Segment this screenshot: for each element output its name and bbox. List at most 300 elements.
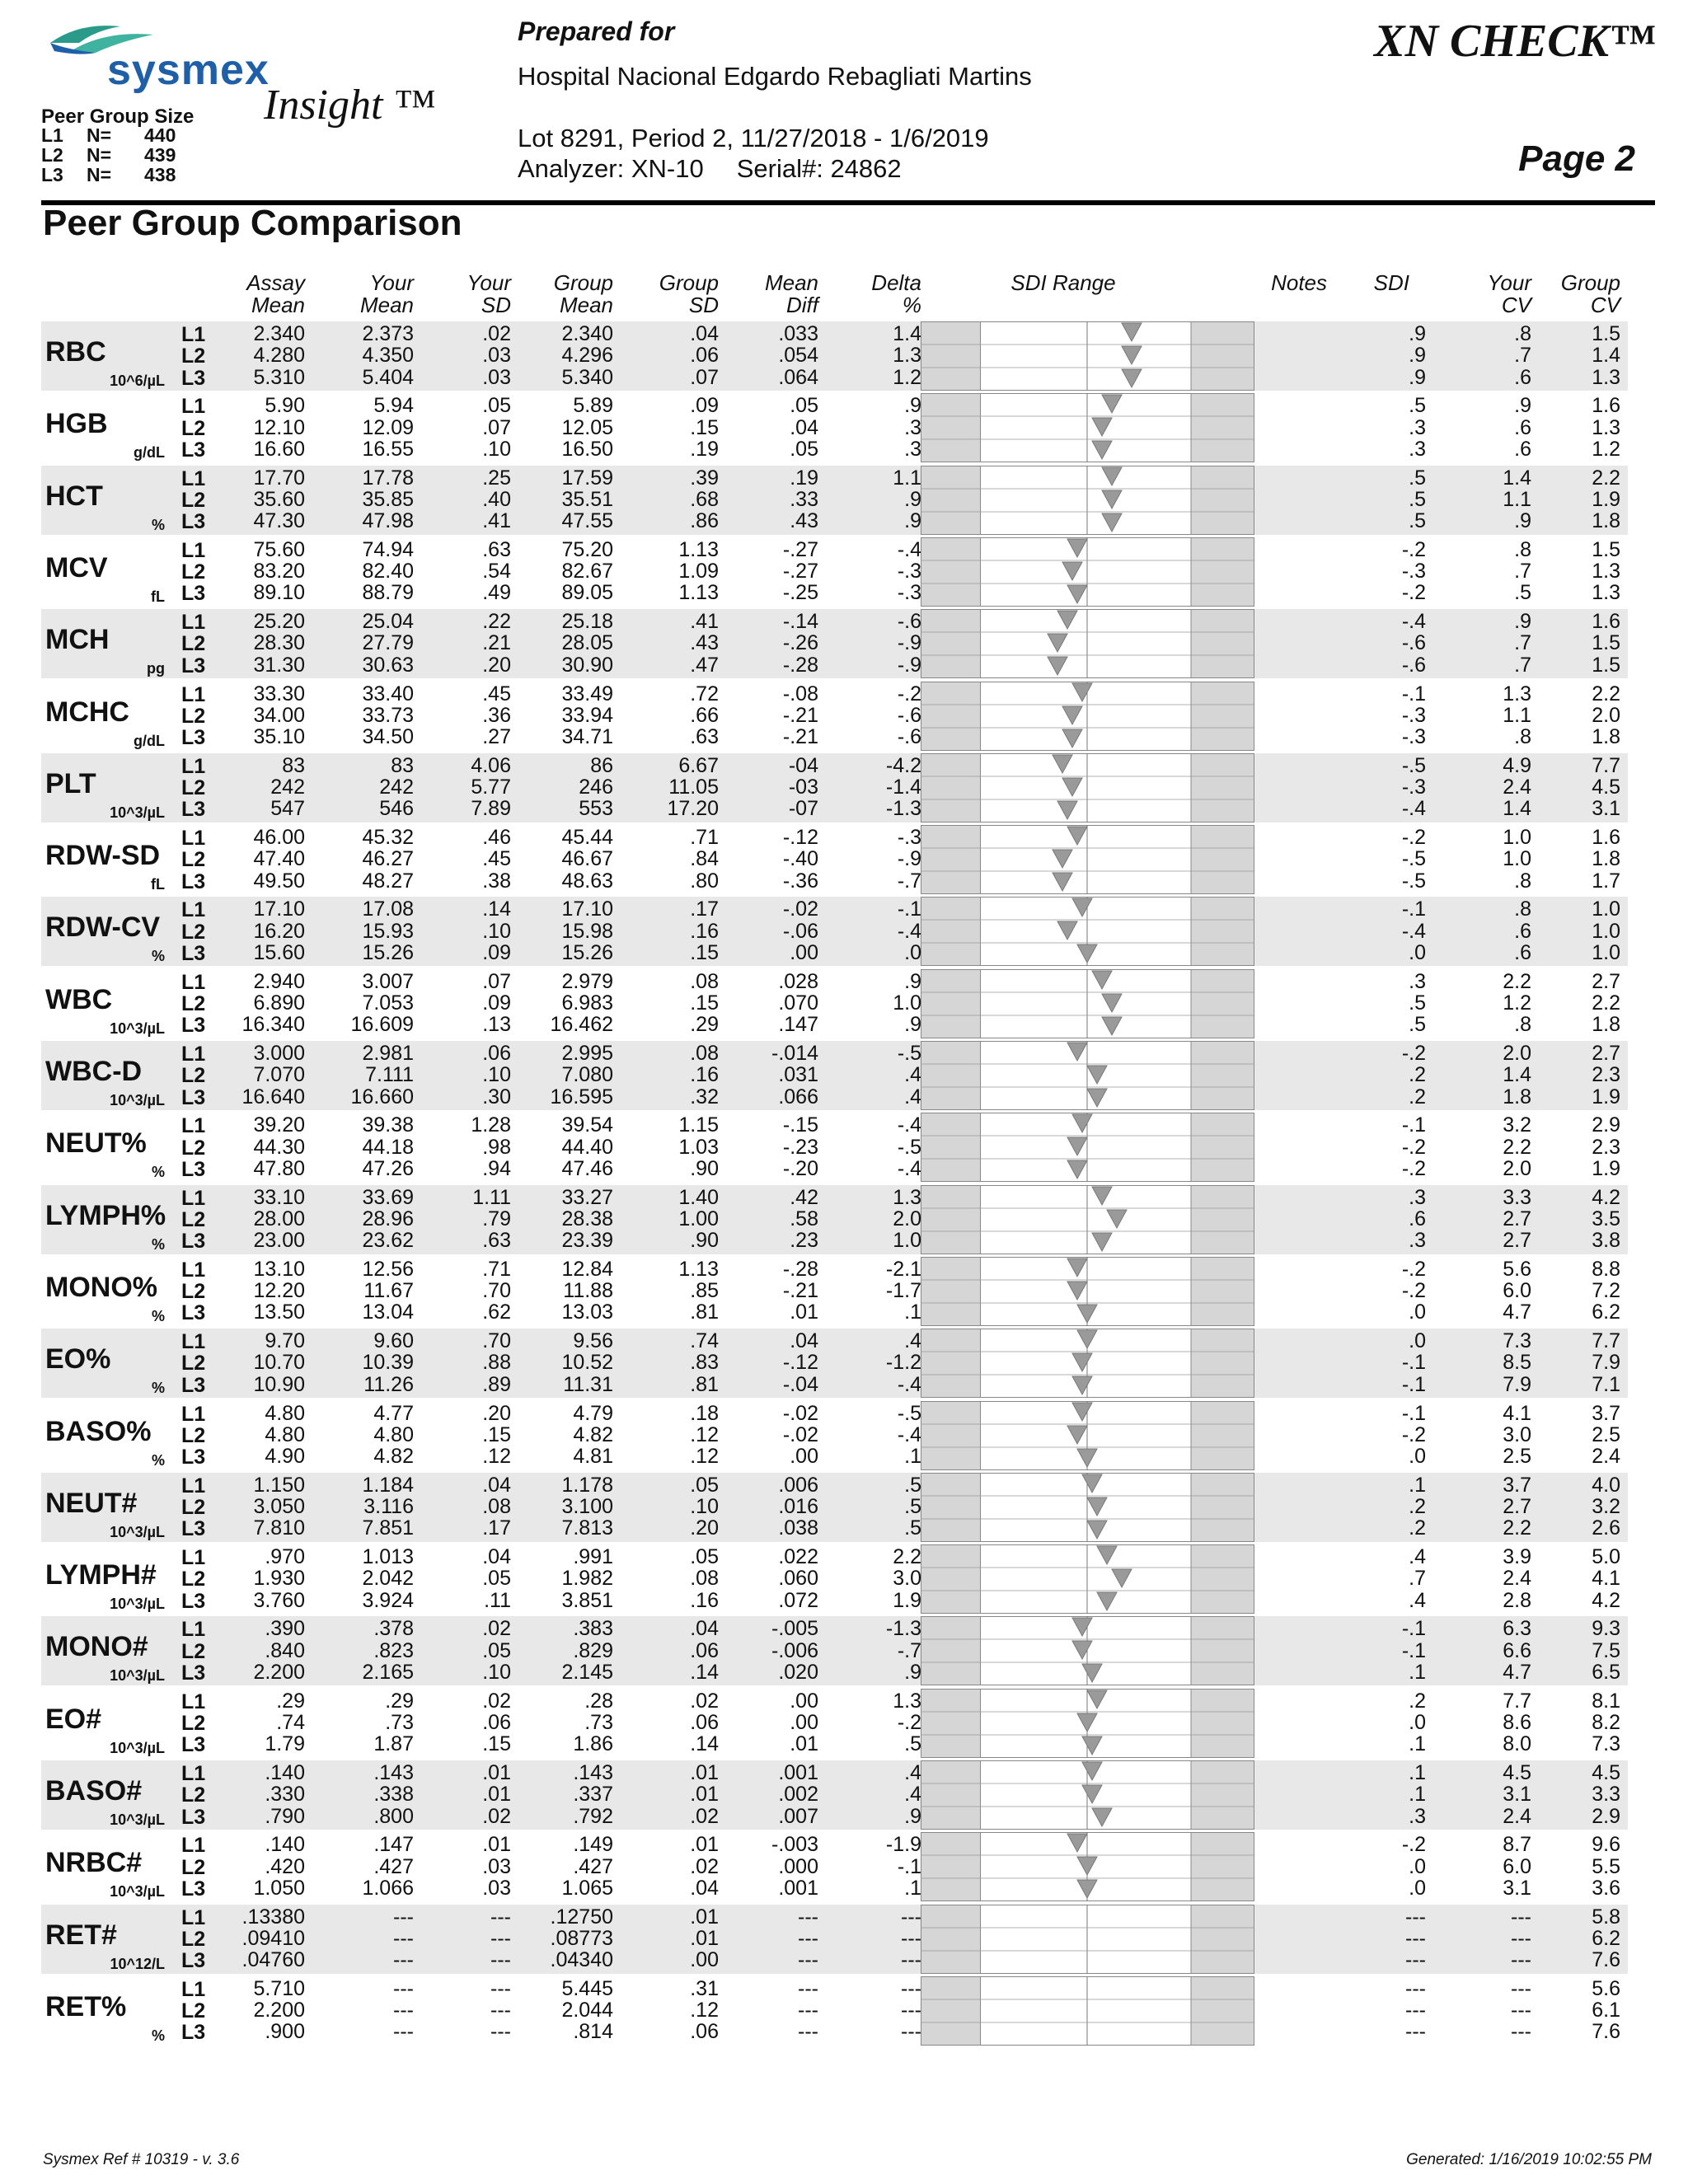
cell-diff: .001 — [778, 1761, 818, 1784]
analyte-group — [41, 753, 1628, 823]
cell-sdi: -.2 — [1401, 1422, 1426, 1446]
cell-delta: 1.0 — [893, 1229, 921, 1253]
analyte-unit: pg — [147, 660, 165, 677]
cell-ycv: --- — [1511, 1905, 1531, 1929]
cell-diff: -.14 — [782, 610, 818, 634]
cell-gcv: 3.8 — [1592, 1229, 1620, 1253]
cell-assay: 4.80 — [265, 1422, 305, 1446]
cell-gcv: 1.8 — [1592, 1013, 1620, 1037]
cell-gmean: 9.56 — [573, 1329, 613, 1353]
cell-ymean: 35.85 — [362, 487, 414, 511]
cell-sdi: .1 — [1409, 1732, 1426, 1756]
level-label: L1 — [181, 970, 206, 994]
cell-ysd: --- — [490, 1976, 511, 2000]
cell-gcv: 6.2 — [1592, 1301, 1620, 1324]
cell-gcv: 4.2 — [1592, 1185, 1620, 1209]
cell-ymean: 4.77 — [373, 1401, 414, 1425]
cell-ycv: .8 — [1514, 1013, 1531, 1037]
cell-gmean: 28.05 — [561, 631, 613, 655]
peer-group-size-row: L1 N= 440 — [41, 124, 176, 146]
cell-ymean: 9.60 — [373, 1329, 414, 1353]
cell-ymean: 11.26 — [363, 1372, 414, 1396]
cell-diff: --- — [798, 1976, 818, 2000]
cell-ycv: 6.0 — [1503, 1854, 1531, 1878]
cell-gmean: 1.178 — [561, 1473, 613, 1497]
cell-ycv: --- — [1511, 1999, 1531, 2022]
cell-diff: -.003 — [771, 1833, 818, 1857]
cell-ysd: .40 — [482, 487, 511, 511]
cell-ycv: 3.0 — [1503, 1422, 1531, 1446]
analyte-group — [41, 321, 1628, 391]
level-label: L3 — [181, 1301, 206, 1325]
analyte-name: RET% — [45, 1990, 127, 2022]
sdi-outer-band-right — [1191, 1976, 1254, 2045]
cell-sdi: -.1 — [1401, 682, 1426, 705]
cell-assay: .74 — [276, 1710, 305, 1734]
cell-diff: -.27 — [782, 560, 818, 583]
cell-ysd: .45 — [482, 682, 511, 705]
cell-ysd: .20 — [482, 653, 511, 677]
cell-gcv: 1.3 — [1592, 581, 1620, 605]
cell-gmean: 82.67 — [561, 560, 613, 583]
cell-gcv: 4.5 — [1592, 1761, 1620, 1784]
cell-sdi: -.2 — [1401, 1042, 1426, 1065]
cell-assay: 10.90 — [253, 1372, 305, 1396]
level-label: L1 — [181, 466, 206, 490]
analyte-unit: 10^3/µL — [110, 1596, 165, 1613]
analyte-name: NEUT# — [45, 1487, 138, 1519]
cell-delta: 3.0 — [893, 1567, 921, 1591]
sdi-outer-band-left — [921, 1042, 981, 1110]
cell-gcv: 2.2 — [1592, 682, 1620, 705]
cell-ycv: 1.4 — [1503, 797, 1531, 821]
analyte-name: EO% — [45, 1343, 111, 1376]
cell-sdi: -.2 — [1401, 581, 1426, 605]
sdi-range-chart — [921, 969, 1254, 1038]
cell-assay: 47.40 — [253, 847, 305, 871]
cell-gcv: 2.7 — [1592, 969, 1620, 993]
cell-ycv: 2.2 — [1503, 969, 1531, 993]
cell-gsd: .39 — [690, 466, 719, 490]
analyte-unit: 10^3/µL — [110, 1019, 165, 1037]
cell-assay: .970 — [265, 1545, 305, 1569]
cell-gsd: 1.13 — [678, 581, 719, 605]
sdi-outer-band-left — [921, 898, 981, 966]
sdi-range-chart — [921, 1689, 1254, 1758]
cell-ymean: 7.851 — [362, 1516, 414, 1540]
cell-gcv: 3.2 — [1592, 1495, 1620, 1519]
cell-gsd: .06 — [690, 2020, 719, 2044]
cell-sdi: -.1 — [1401, 1372, 1426, 1396]
cell-ysd: .07 — [482, 969, 511, 993]
sdi-outer-band-left — [921, 322, 981, 391]
cell-gmean: .814 — [573, 2020, 613, 2044]
analyte-group — [41, 1113, 1628, 1182]
cell-ymean: 1.013 — [362, 1545, 414, 1569]
cell-assay: 46.00 — [253, 826, 305, 850]
cell-diff: .23 — [790, 1229, 818, 1253]
cell-gmean: 2.044 — [561, 1999, 613, 2022]
sdi-outer-band-left — [921, 1473, 981, 1541]
cell-diff: .04 — [790, 415, 818, 439]
cell-ycv: 3.3 — [1503, 1185, 1531, 1209]
cell-ymean: --- — [393, 1999, 414, 2022]
level-label: L1 — [181, 1690, 206, 1713]
cell-ycv: 2.5 — [1503, 1445, 1531, 1469]
cell-sdi: -.3 — [1401, 776, 1426, 799]
cell-delta: -.4 — [897, 919, 921, 943]
level-label: L3 — [181, 1014, 206, 1038]
cell-assay: 5.310 — [253, 365, 305, 389]
cell-diff: .147 — [778, 1013, 818, 1037]
cell-delta: -.3 — [897, 826, 921, 850]
cell-diff: .072 — [778, 1588, 818, 1612]
cell-gsd: .63 — [690, 725, 719, 749]
cell-ymean: 27.79 — [362, 631, 414, 655]
cell-assay: 16.20 — [253, 919, 305, 943]
cell-assay: 89.10 — [253, 581, 305, 605]
cell-ysd: .45 — [482, 847, 511, 871]
cell-gcv: 8.1 — [1592, 1689, 1620, 1713]
cell-gcv: 6.5 — [1592, 1660, 1620, 1684]
cell-assay: 2.200 — [253, 1999, 305, 2022]
cell-ysd: .05 — [482, 394, 511, 418]
cell-gsd: .47 — [690, 653, 719, 677]
col-your-sd: Your SD — [467, 270, 511, 317]
cell-gcv: 1.5 — [1592, 322, 1620, 345]
analyte-name: RBC — [45, 336, 106, 368]
cell-assay: 242 — [270, 776, 305, 799]
cell-delta: -.4 — [897, 537, 921, 561]
cell-delta: 1.0 — [893, 991, 921, 1015]
cell-sdi: -.1 — [1401, 1351, 1426, 1375]
cell-gcv: 9.3 — [1592, 1617, 1620, 1641]
level-label: L2 — [181, 920, 206, 944]
cell-ycv: --- — [1511, 1948, 1531, 1972]
cell-gsd: .19 — [690, 437, 719, 461]
cell-gcv: 5.5 — [1592, 1854, 1620, 1878]
level-label: L3 — [181, 1517, 206, 1541]
cell-gcv: 5.8 — [1592, 1905, 1620, 1929]
cell-ymean: 45.32 — [362, 826, 414, 850]
cell-diff: -04 — [788, 753, 818, 777]
cell-gmean: 2.995 — [561, 1042, 613, 1065]
cell-sdi: .3 — [1409, 1185, 1426, 1209]
cell-ymean: 25.04 — [362, 610, 414, 634]
cell-ysd: .09 — [482, 940, 511, 964]
cell-sdi: -.1 — [1401, 1638, 1426, 1662]
cell-ycv: 2.4 — [1503, 776, 1531, 799]
cell-ycv: 2.2 — [1503, 1516, 1531, 1540]
level-label: L2 — [181, 1855, 206, 1879]
cell-delta: -1.7 — [885, 1279, 921, 1303]
cell-assay: 17.10 — [253, 898, 305, 921]
cell-gmean: 10.52 — [561, 1351, 613, 1375]
cell-sdi: --- — [1405, 1999, 1426, 2022]
cell-delta: --- — [901, 2020, 921, 2044]
cell-gsd: 1.00 — [678, 1207, 719, 1230]
cell-delta: .0 — [904, 940, 921, 964]
cell-assay: 7.070 — [253, 1063, 305, 1087]
cell-diff: --- — [798, 1926, 818, 1950]
cell-delta: .1 — [904, 1445, 921, 1469]
cell-ymean: .378 — [373, 1617, 414, 1641]
analyte-group — [41, 897, 1628, 966]
analyte-unit: g/dL — [134, 732, 165, 749]
cell-diff: .05 — [790, 437, 818, 461]
cell-ymean: 47.98 — [362, 509, 414, 533]
cell-diff: .00 — [790, 940, 818, 964]
cell-assay: 34.00 — [253, 703, 305, 727]
analyte-group — [41, 1329, 1628, 1398]
cell-ymean: 3.924 — [362, 1588, 414, 1612]
cell-delta: .5 — [904, 1516, 921, 1540]
cell-assay: 23.00 — [253, 1229, 305, 1253]
cell-gcv: 1.3 — [1592, 560, 1620, 583]
cell-diff: .00 — [790, 1710, 818, 1734]
sdi-outer-band-right — [1191, 1329, 1254, 1398]
cell-assay: 4.90 — [265, 1445, 305, 1469]
cell-sdi: .1 — [1409, 1473, 1426, 1497]
cell-gmean: 4.79 — [573, 1401, 613, 1425]
cell-ysd: --- — [490, 1948, 511, 1972]
level-label: L2 — [181, 632, 206, 656]
cell-gmean: 11.88 — [563, 1279, 613, 1303]
sdi-outer-band-right — [1191, 826, 1254, 894]
cell-gmean: .829 — [573, 1638, 613, 1662]
cell-diff: .000 — [778, 1854, 818, 1878]
level-label: L2 — [181, 1999, 206, 2023]
level-label: L2 — [181, 344, 206, 368]
cell-diff: .066 — [778, 1085, 818, 1108]
cell-ycv: 6.6 — [1503, 1638, 1531, 1662]
cell-gmean: 6.983 — [561, 991, 613, 1015]
level-label: L3 — [181, 510, 206, 534]
cell-gmean: 34.71 — [561, 725, 613, 749]
col-assay-mean: Assay Mean — [246, 270, 305, 317]
cell-delta: -1.4 — [885, 776, 921, 799]
analyte-name: BASO% — [45, 1415, 152, 1447]
cell-delta: 1.9 — [893, 1588, 921, 1612]
cell-ycv: 6.0 — [1503, 1279, 1531, 1303]
analyte-group — [41, 393, 1628, 462]
cell-gmean: 33.94 — [561, 703, 613, 727]
cell-delta: -.5 — [897, 1135, 921, 1159]
cell-diff: .038 — [778, 1516, 818, 1540]
cell-assay: 2.940 — [253, 969, 305, 993]
cell-ymean: 47.26 — [362, 1156, 414, 1180]
level-label: L3 — [181, 582, 206, 606]
cell-gsd: .84 — [690, 847, 719, 871]
cell-assay: 3.000 — [253, 1042, 305, 1065]
cell-delta: -.1 — [897, 898, 921, 921]
cell-assay: 1.930 — [253, 1567, 305, 1591]
cell-sdi: -.2 — [1401, 1135, 1426, 1159]
cell-gmean: 33.49 — [561, 682, 613, 705]
cell-ymean: 546 — [379, 797, 414, 821]
level-label: L1 — [181, 1474, 206, 1497]
cell-gmean: 44.40 — [561, 1135, 613, 1159]
cell-ymean: 30.63 — [362, 653, 414, 677]
cell-sdi: .3 — [1409, 969, 1426, 993]
sdi-outer-band-right — [1191, 753, 1254, 822]
cell-gsd: .81 — [690, 1372, 719, 1396]
cell-delta: -.9 — [897, 847, 921, 871]
analyte-name: WBC-D — [45, 1056, 143, 1087]
col-group-sd: Group SD — [659, 270, 719, 317]
cell-delta: -.6 — [897, 725, 921, 749]
level-label: L3 — [181, 1733, 206, 1757]
cell-gsd: .16 — [690, 1063, 719, 1087]
cell-assay: .390 — [265, 1617, 305, 1641]
cell-sdi: .0 — [1409, 1329, 1426, 1353]
cell-sdi: .3 — [1409, 415, 1426, 439]
analyte-unit: 10^3/µL — [110, 1883, 165, 1900]
cell-delta: -.4 — [897, 1113, 921, 1137]
cell-assay: 4.80 — [265, 1401, 305, 1425]
cell-gsd: .71 — [690, 826, 719, 850]
cell-ymean: 39.38 — [362, 1113, 414, 1137]
cell-gcv: 1.8 — [1592, 847, 1620, 871]
cell-assay: .140 — [265, 1761, 305, 1784]
analyte-name: RDW-CV — [45, 912, 161, 944]
cell-diff: .01 — [790, 1732, 818, 1756]
sdi-outer-band-left — [921, 1689, 981, 1757]
cell-gsd: 1.03 — [678, 1135, 719, 1159]
cell-gcv: 7.7 — [1592, 1329, 1620, 1353]
cell-gcv: 1.9 — [1592, 487, 1620, 511]
sdi-range-chart — [921, 1257, 1254, 1326]
cell-ycv: 7.9 — [1503, 1372, 1531, 1396]
cell-assay: .900 — [265, 2020, 305, 2044]
cell-gmean: 16.595 — [550, 1085, 613, 1108]
level-label: L3 — [181, 798, 206, 822]
sdi-range-chart — [921, 897, 1254, 966]
cell-delta: -.4 — [897, 1156, 921, 1180]
cell-assay: 2.200 — [253, 1660, 305, 1684]
cell-delta: -.7 — [897, 1638, 921, 1662]
cell-gmean: .337 — [573, 1783, 613, 1807]
cell-assay: .04760 — [241, 1948, 305, 1972]
cell-ysd: .21 — [482, 631, 511, 655]
cell-gmean: 553 — [579, 797, 613, 821]
analyte-unit: % — [151, 516, 165, 533]
level-label: L3 — [181, 941, 206, 965]
level-label: L3 — [181, 1949, 206, 1973]
sdi-range-chart — [921, 537, 1254, 607]
cell-diff: -.23 — [782, 1135, 818, 1159]
cell-assay: 6.890 — [253, 991, 305, 1015]
cell-sdi: -.4 — [1401, 610, 1426, 634]
cell-gcv: 1.0 — [1592, 919, 1620, 943]
cell-sdi: .0 — [1409, 1301, 1426, 1324]
cell-ycv: 1.3 — [1503, 682, 1531, 705]
cell-delta: .4 — [904, 1063, 921, 1087]
cell-delta: --- — [901, 1976, 921, 2000]
cell-gmean: 75.20 — [561, 537, 613, 561]
analyte-unit: 10^3/µL — [110, 1092, 165, 1108]
cell-gmean: .28 — [584, 1689, 613, 1713]
analyte-name: WBC — [45, 983, 113, 1015]
cell-diff: -.06 — [782, 919, 818, 943]
cell-gsd: .00 — [690, 1948, 719, 1972]
cell-gcv: 7.3 — [1592, 1732, 1620, 1756]
cell-assay: 3.050 — [253, 1495, 305, 1519]
analyte-name: BASO# — [45, 1775, 143, 1807]
cell-assay: 9.70 — [265, 1329, 305, 1353]
cell-ycv: .6 — [1514, 940, 1531, 964]
sdi-outer-band-left — [921, 1329, 981, 1398]
analyte-unit: % — [151, 948, 165, 965]
sdi-outer-band-right — [1191, 1401, 1254, 1469]
analyte-name: MCV — [45, 551, 108, 583]
cell-gmean: 5.89 — [573, 394, 613, 418]
analyte-group — [41, 1976, 1628, 2046]
sdi-outer-band-left — [921, 1185, 981, 1254]
cell-ymean: .427 — [373, 1854, 414, 1878]
level-label: L1 — [181, 1043, 206, 1066]
cell-gcv: 7.1 — [1592, 1372, 1620, 1396]
cell-diff: -.02 — [782, 1422, 818, 1446]
sdi-outer-band-left — [921, 610, 981, 678]
cell-ysd: .30 — [482, 1085, 511, 1108]
cell-ycv: 4.7 — [1503, 1301, 1531, 1324]
level-label: L2 — [181, 1496, 206, 1520]
cell-delta: -.3 — [897, 560, 921, 583]
cell-gsd: .14 — [690, 1660, 719, 1684]
footer-generated: Generated: 1/16/2019 10:02:55 PM — [1406, 2151, 1652, 2168]
cell-gmean: .73 — [584, 1710, 613, 1734]
col-delta: Delta % — [871, 270, 921, 317]
level-label: L2 — [181, 1423, 206, 1447]
cell-sdi: .5 — [1409, 991, 1426, 1015]
cell-gcv: 1.7 — [1592, 869, 1620, 893]
cell-ycv: 2.7 — [1503, 1207, 1531, 1230]
cell-gsd: .68 — [690, 487, 719, 511]
cell-ymean: .73 — [385, 1710, 414, 1734]
cell-gcv: 7.2 — [1592, 1279, 1620, 1303]
cell-sdi: .7 — [1409, 1567, 1426, 1591]
brand-name: sysmex — [107, 46, 270, 94]
level-label: L3 — [181, 1805, 206, 1829]
sdi-outer-band-right — [1191, 1042, 1254, 1110]
level-label: L1 — [181, 1977, 206, 2001]
cell-assay: 75.60 — [253, 537, 305, 561]
cell-assay: .330 — [265, 1783, 305, 1807]
cell-ycv: --- — [1511, 2020, 1531, 2044]
sdi-outer-band-right — [1191, 610, 1254, 678]
cell-diff: .007 — [778, 1804, 818, 1828]
cell-gsd: .04 — [690, 1876, 719, 1900]
cell-ysd: .05 — [482, 1567, 511, 1591]
cell-gcv: 7.7 — [1592, 753, 1620, 777]
cell-delta: -1.3 — [885, 1617, 921, 1641]
cell-ycv: 3.7 — [1503, 1473, 1531, 1497]
cell-diff: -.25 — [782, 581, 818, 605]
cell-ymean: 46.27 — [362, 847, 414, 871]
cell-ymean: 12.56 — [362, 1257, 414, 1281]
cell-ysd: .79 — [482, 1207, 511, 1230]
analyte-unit: % — [151, 1451, 165, 1469]
cell-sdi: .6 — [1409, 1207, 1426, 1230]
sdi-outer-band-right — [1191, 537, 1254, 606]
cell-gcv: 1.6 — [1592, 826, 1620, 850]
cell-ymean: 44.18 — [362, 1135, 414, 1159]
cell-ymean: --- — [393, 2020, 414, 2044]
sdi-outer-band-right — [1191, 394, 1254, 462]
cell-gsd: .12 — [690, 1999, 719, 2022]
cell-ycv: .8 — [1514, 322, 1531, 345]
